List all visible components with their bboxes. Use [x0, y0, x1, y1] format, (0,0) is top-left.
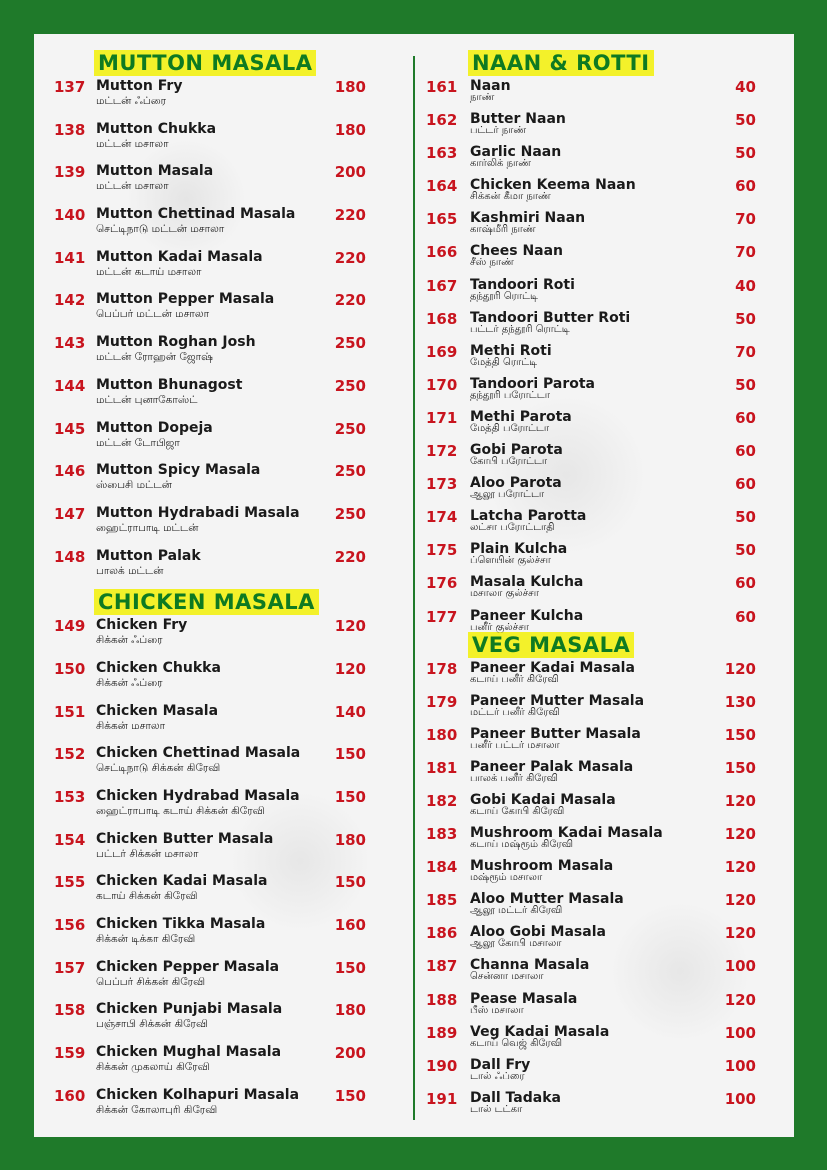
item-price: 180: [334, 1001, 366, 1020]
section-title-veg: VEG MASALA: [468, 632, 634, 658]
item-name: Mutton Pepper Masala: [96, 291, 275, 308]
item-price: 70: [735, 243, 756, 262]
item-price: 120: [724, 825, 756, 844]
item-name-tamil: மஷ்ரூம் மசாலா: [470, 872, 543, 884]
item-name: Chicken Kadai Masala: [96, 873, 268, 890]
menu-item: [426, 693, 762, 726]
item-name: Paneer Kadai Masala: [470, 659, 635, 676]
item-name-tamil: பனீர் குல்ச்சா: [470, 621, 529, 633]
item-price: 130: [724, 692, 756, 711]
items-veg: [426, 660, 762, 1123]
item-name-tamil: ஆலூ கோபி மசாலா: [470, 938, 562, 950]
item-name: Mutton Bhunagost: [96, 376, 243, 393]
item-name: Chicken Chukka: [96, 659, 221, 676]
menu-item: [426, 858, 762, 891]
item-name: Naan: [470, 78, 511, 94]
item-name-tamil: மட்டன் டோபிஜா: [96, 436, 180, 449]
menu-item: [54, 831, 374, 874]
item-price: 60: [735, 442, 756, 461]
item-price: 120: [724, 858, 756, 877]
item-name-tamil: பெப்பர் மட்டன் மசாலா: [96, 308, 210, 321]
item-name: Dall Tadaka: [470, 1089, 561, 1106]
item-number: 186: [426, 924, 458, 943]
item-name-tamil: மட்டன் மசாலா: [96, 180, 169, 193]
left-column: [54, 50, 374, 1130]
item-price: 200: [334, 1044, 366, 1063]
item-name-tamil: சிக்கன் கோலாபுரி கிரேவி: [96, 1103, 218, 1116]
item-name: Tandoori Roti: [470, 276, 575, 293]
item-number: 140: [54, 206, 86, 225]
item-name: Aloo Mutter Masala: [470, 891, 624, 908]
item-price: 150: [334, 788, 366, 806]
item-number: 185: [426, 891, 458, 910]
item-price: 250: [334, 462, 366, 481]
menu-item: [426, 1057, 762, 1090]
item-number: 142: [54, 291, 86, 310]
item-name: Kashmiri Naan: [470, 210, 586, 227]
menu-item: [54, 249, 374, 292]
item-price: 220: [334, 547, 366, 566]
menu-item: [426, 991, 762, 1024]
section-veg: [426, 632, 762, 1123]
item-name-tamil: மட்டர் பனீர் கிரேவி: [470, 706, 560, 718]
menu-item: [426, 759, 762, 792]
item-number: 159: [54, 1044, 86, 1063]
item-name-tamil: மட்டன் மசாலா: [96, 137, 169, 150]
menu-item: [426, 1024, 762, 1057]
menu-item: [426, 660, 762, 693]
item-number: 168: [426, 309, 458, 328]
item-number: 187: [426, 957, 458, 976]
item-number: 160: [54, 1086, 86, 1105]
item-number: 145: [54, 419, 86, 438]
item-name: Mutton Dopeja: [96, 419, 213, 436]
item-name-tamil: ஆலூ மட்டர் கிரேவி: [470, 905, 563, 917]
item-number: 138: [54, 120, 86, 139]
item-name-tamil: மட்டன் ஃப்ரை: [96, 95, 167, 107]
item-number: 182: [426, 791, 458, 810]
menu-item: [54, 78, 374, 121]
item-number: 164: [426, 177, 458, 196]
item-name-tamil: சிக்கன் ஃப்ரை: [96, 676, 163, 689]
item-number: 172: [426, 442, 458, 461]
menu-item: [54, 617, 374, 660]
item-name: Mutton Chukka: [96, 120, 217, 137]
item-price: 120: [724, 924, 756, 943]
item-price: 150: [334, 1086, 366, 1105]
item-name-tamil: சிக்கன் மசாலா: [96, 719, 166, 732]
item-name: Paneer Butter Masala: [470, 725, 641, 742]
item-name-tamil: பட்டர் நாண்: [470, 125, 527, 137]
item-number: 174: [426, 508, 458, 527]
item-name: Paneer Kulcha: [470, 607, 584, 624]
item-price: 60: [735, 475, 756, 494]
item-price: 60: [735, 408, 756, 427]
menu-item: [54, 873, 374, 916]
item-name: Mushroom Masala: [470, 858, 614, 875]
item-name: Chicken Chettinad Masala: [96, 745, 301, 762]
item-name-tamil: சிக்கன் கீமா நாண்: [470, 191, 551, 203]
menu-item: [426, 144, 762, 177]
menu-item: [54, 420, 374, 463]
item-name: Paneer Mutter Masala: [470, 692, 645, 709]
item-name-tamil: காஷ்மீரி நாண்: [470, 224, 536, 236]
item-price: 50: [735, 144, 756, 163]
section-title-naan: NAAN & ROTTI: [468, 50, 654, 76]
column-divider: [413, 56, 415, 1120]
item-name: Aloo Parota: [470, 475, 562, 492]
section-mutton: [54, 50, 374, 590]
item-name: Chicken Mughal Masala: [96, 1044, 282, 1061]
item-number: 156: [54, 916, 86, 935]
item-name: Chees Naan: [470, 243, 564, 260]
item-name: Chicken Punjabi Masala: [96, 1001, 283, 1018]
menu-item: [54, 745, 374, 788]
menu-item: [426, 475, 762, 508]
item-price: 180: [334, 830, 366, 849]
item-name: Mutton Fry: [96, 78, 183, 94]
item-number: 167: [426, 276, 458, 295]
item-name-tamil: சிக்கன் முகலாய் கிரேவி: [96, 1061, 210, 1074]
item-name: Veg Kadai Masala: [470, 1023, 610, 1040]
item-price: 60: [735, 607, 756, 626]
item-number: 176: [426, 574, 458, 593]
item-number: 143: [54, 334, 86, 353]
menu-item: [426, 409, 762, 442]
item-name: Chicken Keema Naan: [470, 177, 636, 194]
menu-item: [426, 608, 762, 641]
item-number: 149: [54, 617, 86, 636]
item-name-tamil: மசாலா குல்ச்சா: [470, 588, 539, 600]
item-number: 163: [426, 144, 458, 163]
item-price: 50: [735, 541, 756, 560]
item-number: 150: [54, 659, 86, 678]
item-name-tamil: டால் ஃப்ரை: [470, 1070, 525, 1082]
item-price: 150: [334, 873, 366, 892]
item-name: Mutton Kadai Masala: [96, 248, 263, 265]
menu-item: [426, 891, 762, 924]
item-name: Mutton Palak: [96, 547, 201, 564]
item-name-tamil: பஞ்சாபி சிக்கன் கிரேவி: [96, 1018, 208, 1031]
item-name: Mutton Hydrabadi Masala: [96, 504, 300, 521]
item-name-tamil: கடாய் சிக்கன் கிரேவி: [96, 890, 198, 903]
menu-item: [54, 505, 374, 548]
item-name-tamil: கடாய் மஷ்ரூம் கிரேவி: [470, 839, 574, 851]
item-name: Butter Naan: [470, 111, 566, 128]
item-name: Latcha Parotta: [470, 508, 587, 525]
item-number: 152: [54, 745, 86, 764]
menu-item: [426, 957, 762, 990]
item-name-tamil: பாலக் பனீர் கிரேவி: [470, 772, 558, 784]
item-name: Chicken Fry: [96, 617, 188, 634]
item-name: Paneer Palak Masala: [470, 758, 634, 775]
item-price: 60: [735, 574, 756, 593]
menu-item: [54, 703, 374, 746]
menu-item: [54, 121, 374, 164]
item-name-tamil: நாண்: [470, 92, 495, 103]
item-name-tamil: சென்னா மசாலா: [470, 971, 544, 983]
item-name-tamil: டால் டட்கா: [470, 1103, 523, 1115]
item-name-tamil: கடாய் வெஜ் கிரேவி: [470, 1037, 563, 1049]
item-number: 155: [54, 873, 86, 892]
item-price: 120: [724, 990, 756, 1009]
menu-item: [54, 548, 374, 591]
menu-item: [54, 163, 374, 206]
item-number: 161: [426, 78, 458, 96]
item-price: 220: [334, 206, 366, 225]
item-name: Mutton Roghan Josh: [96, 334, 256, 351]
menu-item: [426, 726, 762, 759]
item-name: Chicken Hydrabad Masala: [96, 788, 300, 804]
section-naan: [426, 50, 762, 641]
item-number: 184: [426, 858, 458, 877]
item-price: 220: [334, 291, 366, 310]
item-price: 40: [735, 78, 756, 96]
items-naan: [426, 78, 762, 641]
item-name-tamil: கடாய் கோபி கிரேவி: [470, 805, 565, 817]
menu-item: [54, 660, 374, 703]
item-name-tamil: மேத்தி பரோட்டா: [470, 422, 550, 434]
menu-item: [426, 924, 762, 957]
item-name-tamil: தந்தூரி ரொட்டி: [470, 290, 538, 302]
item-number: 177: [426, 607, 458, 626]
item-price: 120: [724, 891, 756, 910]
menu-item: [426, 1090, 762, 1123]
item-price: 250: [334, 376, 366, 395]
item-name: Mutton Chettinad Masala: [96, 206, 296, 223]
item-number: 188: [426, 990, 458, 1009]
item-price: 40: [735, 276, 756, 295]
item-name-tamil: தந்தூரி பரோட்டா: [470, 389, 550, 401]
menu-item: [426, 177, 762, 210]
item-name: Chicken Kolhapuri Masala: [96, 1086, 300, 1103]
menu-item: [54, 291, 374, 334]
item-name-tamil: சிக்கன் டிக்கா கிரேவி: [96, 933, 196, 946]
item-price: 120: [334, 617, 366, 636]
item-price: 150: [724, 758, 756, 777]
item-price: 120: [334, 659, 366, 678]
item-price: 150: [334, 958, 366, 977]
menu-item: [426, 574, 762, 607]
item-number: 165: [426, 210, 458, 229]
item-number: 189: [426, 1023, 458, 1042]
item-number: 157: [54, 958, 86, 977]
menu-item: [426, 792, 762, 825]
item-name: Gobi Kadai Masala: [470, 791, 616, 808]
item-name: Chicken Tikka Masala: [96, 916, 266, 933]
items-mutton: [54, 78, 374, 590]
item-name-tamil: பாலக் மட்டன்: [96, 564, 164, 577]
menu-item: [426, 78, 762, 111]
item-name: Gobi Parota: [470, 442, 563, 459]
menu-item: [54, 334, 374, 377]
item-price: 100: [724, 1056, 756, 1075]
item-name-tamil: லட்சா பரோட்டாதி: [470, 522, 555, 534]
menu-item: [54, 462, 374, 505]
item-number: 158: [54, 1001, 86, 1020]
item-number: 146: [54, 462, 86, 481]
menu-item: [426, 210, 762, 243]
item-name-tamil: மட்டன் புனாகோஸ்ட்: [96, 393, 198, 406]
item-number: 180: [426, 725, 458, 744]
item-name-tamil: சீஸ் நாண்: [470, 257, 514, 269]
menu-page: [34, 34, 794, 1137]
item-number: 175: [426, 541, 458, 560]
item-price: 100: [724, 957, 756, 976]
item-name-tamil: பெப்பர் சிக்கன் கிரேவி: [96, 975, 206, 988]
item-price: 120: [724, 659, 756, 678]
item-name: Aloo Gobi Masala: [470, 924, 606, 941]
item-number: 183: [426, 825, 458, 844]
item-number: 191: [426, 1089, 458, 1108]
item-name-tamil: கார்லிக் நாண்: [470, 158, 531, 170]
menu-item: [54, 916, 374, 959]
item-name: Plain Kulcha: [470, 541, 568, 558]
item-name: Chicken Masala: [96, 702, 219, 719]
item-price: 180: [334, 78, 366, 96]
item-number: 166: [426, 243, 458, 262]
item-name-tamil: ஆலூ பரோட்டா: [470, 489, 545, 501]
item-name-tamil: பட்டர் சிக்கன் மசாலா: [96, 847, 199, 860]
menu-item: [426, 541, 762, 574]
item-name: Mutton Masala: [96, 163, 214, 180]
item-number: 181: [426, 758, 458, 777]
right-column: [426, 50, 762, 1123]
item-number: 171: [426, 408, 458, 427]
item-name-tamil: கடாய் பனீர் கிரேவி: [470, 673, 559, 685]
item-number: 139: [54, 163, 86, 182]
item-price: 160: [334, 916, 366, 935]
item-name-tamil: ஹைட்ராபாடி கடாய் சிக்கன் கிரேவி: [96, 805, 265, 817]
item-number: 151: [54, 702, 86, 721]
item-name: Dall Fry: [470, 1056, 531, 1073]
item-number: 169: [426, 342, 458, 361]
item-price: 60: [735, 177, 756, 196]
item-name-tamil: மட்டன் கடாய் மசாலா: [96, 265, 202, 278]
item-price: 50: [735, 309, 756, 328]
menu-item: [54, 959, 374, 1002]
item-name-tamil: பட்டர் தந்தூரி ரொட்டி: [470, 323, 570, 335]
item-name: Chicken Butter Masala: [96, 830, 274, 847]
item-name-tamil: மட்டன் ரோஹன் ஜோஷ்: [96, 351, 213, 364]
item-price: 200: [334, 163, 366, 182]
items-chicken: [54, 617, 374, 1129]
menu-item: [426, 508, 762, 541]
item-price: 250: [334, 419, 366, 438]
menu-item: [426, 442, 762, 475]
item-price: 70: [735, 342, 756, 361]
section-title-chicken: CHICKEN MASALA: [94, 589, 319, 615]
item-name: Masala Kulcha: [470, 574, 584, 591]
item-name-tamil: ஹைட்ராபாடி மட்டன்: [96, 521, 199, 534]
item-name: Methi Parota: [470, 408, 572, 425]
menu-item: [426, 111, 762, 144]
menu-item: [54, 1044, 374, 1087]
item-price: 250: [334, 334, 366, 353]
item-number: 154: [54, 830, 86, 849]
menu-item: [54, 377, 374, 420]
item-price: 120: [724, 791, 756, 810]
section-title-mutton: MUTTON MASALA: [94, 50, 316, 76]
section-chicken: [54, 589, 374, 1129]
item-name-tamil: செட்டிநாடு மட்டன் மசாலா: [96, 223, 225, 236]
item-price: 70: [735, 210, 756, 229]
item-number: 141: [54, 248, 86, 267]
item-name-tamil: மேத்தி ரொட்டி: [470, 356, 538, 368]
menu-item: [426, 310, 762, 343]
item-number: 190: [426, 1056, 458, 1075]
item-number: 162: [426, 111, 458, 130]
menu-item: [426, 277, 762, 310]
menu-item: [54, 1001, 374, 1044]
item-price: 250: [334, 504, 366, 523]
item-number: 148: [54, 547, 86, 566]
item-price: 220: [334, 248, 366, 267]
item-name: Chicken Pepper Masala: [96, 958, 280, 975]
item-name: Methi Roti: [470, 342, 552, 359]
item-name: Garlic Naan: [470, 144, 562, 161]
item-price: 50: [735, 375, 756, 394]
item-number: 153: [54, 788, 86, 806]
item-name-tamil: பீஸ் மசாலா: [470, 1004, 524, 1016]
menu-item: [54, 788, 374, 831]
item-price: 150: [334, 745, 366, 764]
item-number: 178: [426, 659, 458, 678]
menu-item: [426, 343, 762, 376]
item-name: Mutton Spicy Masala: [96, 462, 261, 479]
item-price: 100: [724, 1023, 756, 1042]
item-name: Mushroom Kadai Masala: [470, 825, 663, 842]
item-name-tamil: கோபி பரோட்டா: [470, 456, 548, 468]
item-price: 150: [724, 725, 756, 744]
item-name-tamil: ப்ளெயின் குல்ச்சா: [470, 555, 551, 567]
item-number: 170: [426, 375, 458, 394]
item-name-tamil: செட்டிநாடு சிக்கன் கிரேவி: [96, 762, 221, 775]
item-name: Tandoori Parota: [470, 375, 595, 392]
item-number: 173: [426, 475, 458, 494]
menu-item: [426, 825, 762, 858]
item-name: Pease Masala: [470, 990, 578, 1007]
item-name-tamil: பனீர் பட்டர் மசாலா: [470, 739, 560, 751]
item-price: 50: [735, 508, 756, 527]
item-name-tamil: ஸ்பைசி மட்டன்: [96, 479, 172, 492]
menu-item: [426, 376, 762, 409]
item-name: Channa Masala: [470, 957, 590, 974]
menu-item: [54, 206, 374, 249]
item-name-tamil: சிக்கன் ஃப்ரை: [96, 634, 163, 647]
item-price: 140: [334, 702, 366, 721]
menu-item: [54, 1087, 374, 1130]
item-number: 179: [426, 692, 458, 711]
item-number: 147: [54, 504, 86, 523]
item-name: Tandoori Butter Roti: [470, 309, 631, 326]
item-price: 50: [735, 111, 756, 130]
menu-item: [426, 243, 762, 276]
item-price: 180: [334, 120, 366, 139]
item-number: 137: [54, 78, 86, 96]
item-number: 144: [54, 376, 86, 395]
item-price: 100: [724, 1089, 756, 1108]
